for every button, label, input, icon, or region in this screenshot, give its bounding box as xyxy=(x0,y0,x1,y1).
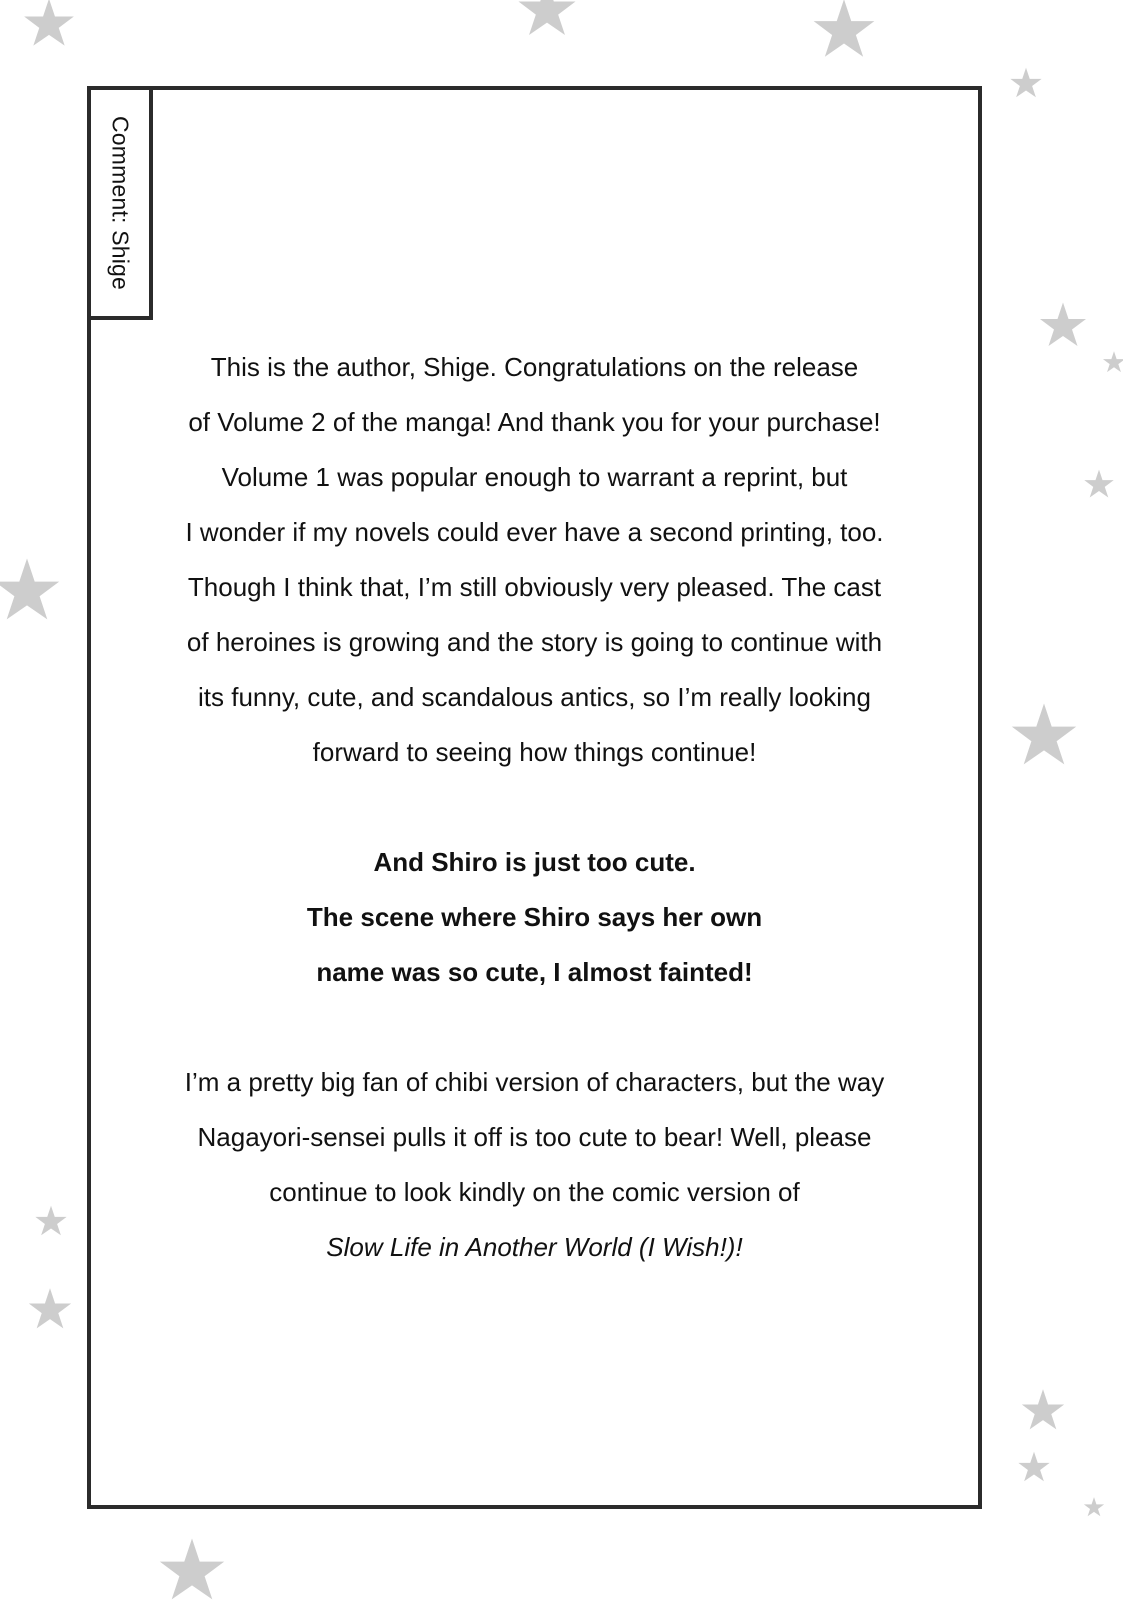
paragraph-1-line: I wonder if my novels could ever have a second printing, too. xyxy=(185,517,884,547)
paragraph-2-line: The scene where Shiro says her own xyxy=(306,902,763,932)
decorative-star-icon xyxy=(1080,468,1118,500)
paragraph-3-line: Nagayori-sensei pulls it off is too cute to bear! Well, please xyxy=(197,1122,872,1152)
paragraph-1-line: Volume 1 was popular enough to warrant a reprint, but xyxy=(221,462,848,492)
paragraph-1-line: This is the author, Shige. Congratulations on the release xyxy=(210,352,859,382)
decorative-star-icon xyxy=(1082,1496,1106,1518)
paragraph-1-line: its funny, cute, and scandalous antics, so I’m really looking xyxy=(198,682,871,712)
paragraph-1-line: Though I think that, I’m still obviously very pleased. The cast xyxy=(187,572,882,602)
decorative-star-icon xyxy=(1102,345,1123,379)
decorative-star-icon xyxy=(1007,66,1045,100)
decorative-star-icon xyxy=(1014,1450,1054,1484)
message-body xyxy=(131,90,938,1505)
decorative-star-icon xyxy=(32,1204,70,1238)
decorative-star-icon xyxy=(506,0,588,40)
paragraph-1-line: of heroines is growing and the story is going to continue with xyxy=(186,627,883,657)
paragraph-3-line: continue to look kindly on the comic version of xyxy=(269,1177,800,1207)
decorative-star-icon xyxy=(0,555,66,625)
paragraph-2-line: And Shiro is just too cute. xyxy=(373,847,696,877)
paragraph-1-line: forward to seeing how things continue! xyxy=(312,737,757,767)
decorative-star-icon xyxy=(146,1535,238,1605)
decorative-star-icon xyxy=(1002,700,1086,770)
paragraph-2-line: name was so cute, I almost fainted! xyxy=(316,957,753,987)
decorative-star-icon xyxy=(1016,1387,1070,1433)
decorative-star-icon xyxy=(798,0,890,62)
decorative-star-icon xyxy=(22,1286,78,1332)
comment-frame xyxy=(87,86,982,1509)
decorative-star-icon xyxy=(16,0,82,50)
paragraph-3-line: I’m a pretty big fan of chibi version of characters, but the way xyxy=(184,1067,885,1097)
decorative-star-icon xyxy=(1034,300,1092,350)
paragraph-3-title-line: Slow Life in Another World (I Wish!)! xyxy=(326,1232,743,1262)
comment-label: Comment: Shige xyxy=(107,115,134,291)
paragraph-1-line: of Volume 2 of the manga! And thank you for your purchase! xyxy=(188,407,881,437)
